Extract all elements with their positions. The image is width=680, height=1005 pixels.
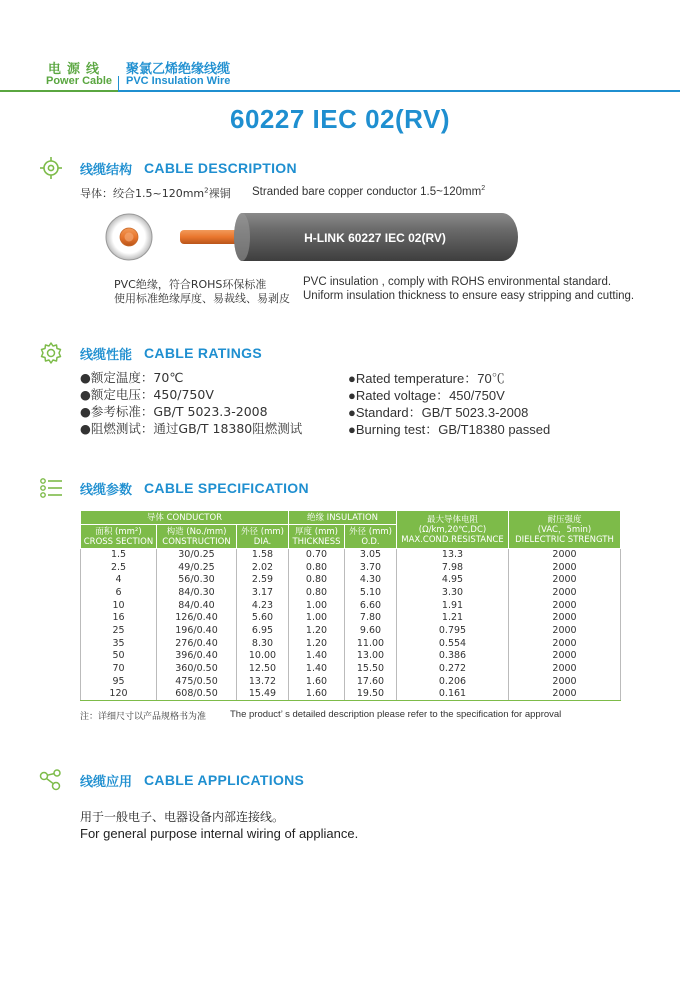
rating-en-burning: ●Burning test：GB/T18380 passed	[348, 422, 551, 437]
page-title: 60227 IEC 02(RV)	[230, 104, 450, 134]
table-row	[81, 599, 621, 612]
header-group-insulation: 绝缘 INSULATION	[289, 511, 397, 525]
cell-od: 3.70	[345, 561, 397, 574]
cell-thickness: 0.80	[289, 587, 345, 600]
header-construction: 构造 (No./mm) CONSTRUCTION	[157, 525, 237, 549]
cell-od: 9.60	[345, 625, 397, 638]
ratings-heading-en: CABLE RATINGS	[144, 345, 262, 361]
cell-resistance: 0.554	[397, 637, 509, 650]
insulation-label-en-1: PVC insulation , comply with ROHS environmental standard.	[303, 276, 612, 288]
cell-resistance: 4.95	[397, 574, 509, 587]
cell-area: 1.5	[81, 549, 157, 562]
cell-dielectric: 2000	[509, 612, 621, 625]
cell-area: 35	[81, 637, 157, 650]
header-od: 外径 (mm) O.D.	[345, 525, 397, 549]
cell-thickness: 1.20	[289, 637, 345, 650]
specification-heading-cn: 线缆参数	[80, 482, 133, 498]
table-row	[81, 625, 621, 638]
cell-area: 6	[81, 587, 157, 600]
cell-od: 5.10	[345, 587, 397, 600]
cell-od: 3.05	[345, 549, 397, 562]
cell-dielectric: 2000	[509, 574, 621, 587]
share-icon	[38, 768, 64, 792]
rating-cn-standard: ●参考标准：GB/T 5023.3-2008	[80, 404, 268, 419]
table-row	[81, 587, 621, 600]
cell-thickness: 1.00	[289, 599, 345, 612]
cell-construction: 84/0.30	[157, 587, 237, 600]
description-heading-cn: 线缆结构	[80, 162, 133, 178]
cell-dia: 8.30	[237, 637, 289, 650]
cell-od: 7.80	[345, 612, 397, 625]
cell-construction: 475/0.50	[157, 675, 237, 688]
section-heading-applications	[38, 768, 304, 792]
cell-dia: 13.72	[237, 675, 289, 688]
cell-construction: 608/0.50	[157, 688, 237, 701]
cell-dielectric: 2000	[509, 637, 621, 650]
cell-area: 95	[81, 675, 157, 688]
table-row	[81, 574, 621, 587]
cell-area: 16	[81, 612, 157, 625]
header-group-conductor: 导体 CONDUCTOR	[81, 511, 289, 525]
table-row	[81, 688, 621, 701]
header-thickness: 厚度 (mm) THICKNESS	[289, 525, 345, 549]
cell-area: 2.5	[81, 561, 157, 574]
cell-construction: 196/0.40	[157, 625, 237, 638]
specification-heading-en: CABLE SPECIFICATION	[144, 480, 309, 496]
cell-dia: 12.50	[237, 663, 289, 676]
header-category-cn: 电源线	[48, 62, 106, 77]
description-heading-en: CABLE DESCRIPTION	[144, 160, 297, 176]
table-row	[81, 549, 621, 562]
cell-dielectric: 2000	[509, 599, 621, 612]
cell-construction: 360/0.50	[157, 663, 237, 676]
cell-area: 120	[81, 688, 157, 701]
header-product-cn: 聚氯乙烯绝缘线缆	[126, 62, 231, 77]
cell-resistance: 0.161	[397, 688, 509, 701]
cell-construction: 49/0.25	[157, 561, 237, 574]
insulation-label-en-2: Uniform insulation thickness to ensure easy stripping and cutting.	[303, 290, 635, 302]
cell-resistance: 0.272	[397, 663, 509, 676]
cell-dia: 5.60	[237, 612, 289, 625]
cell-od: 11.00	[345, 637, 397, 650]
cell-area: 50	[81, 650, 157, 663]
rating-en-temperature: ●Rated temperature：70℃	[348, 371, 505, 386]
applications-heading-en: CABLE APPLICATIONS	[144, 772, 305, 788]
rating-en-standard: ●Standard：GB/T 5023.3-2008	[348, 405, 529, 420]
cell-dia: 3.17	[237, 587, 289, 600]
cell-thickness: 1.60	[289, 688, 345, 701]
target-icon	[38, 156, 64, 180]
cell-construction: 30/0.25	[157, 549, 237, 562]
table-row	[81, 663, 621, 676]
cell-resistance: 1.91	[397, 599, 509, 612]
header-divider-blue	[118, 90, 680, 92]
cell-resistance: 0.206	[397, 675, 509, 688]
ratings-heading-cn: 线缆性能	[80, 347, 133, 363]
cell-construction: 396/0.40	[157, 650, 237, 663]
header-divider-green	[0, 90, 118, 92]
section-heading-ratings	[38, 341, 262, 365]
cell-dielectric: 2000	[509, 675, 621, 688]
cell-dia: 6.95	[237, 625, 289, 638]
header-area: 面积 (mm²) CROSS SECTION	[81, 525, 157, 549]
cell-thickness: 0.80	[289, 561, 345, 574]
cell-dia: 2.02	[237, 561, 289, 574]
cell-resistance: 3.30	[397, 587, 509, 600]
cable-print-text: H-LINK 60227 IEC 02(RV)	[304, 231, 446, 245]
cell-area: 25	[81, 625, 157, 638]
section-heading-description	[38, 156, 297, 180]
cell-resistance: 0.386	[397, 650, 509, 663]
gear-icon	[38, 341, 64, 365]
conductor-label-en: Stranded bare copper conductor $1.5\sim 120mm^2$	[252, 185, 486, 198]
cell-od: 13.00	[345, 650, 397, 663]
cell-construction: 126/0.40	[157, 612, 237, 625]
insulation-label-cn-1: PVC绝缘，符合ROHS环保标准	[114, 278, 267, 291]
header-separator	[118, 76, 119, 91]
header-category-en: Power Cable	[46, 75, 113, 87]
rating-cn-burning: ●阻燃测试：通过GB/T 18380阻燃测试	[80, 421, 303, 436]
cell-dia: 15.49	[237, 688, 289, 701]
cell-dielectric: 2000	[509, 587, 621, 600]
cable-illustration	[100, 210, 520, 266]
cell-dielectric: 2000	[509, 663, 621, 676]
cell-thickness: 0.70	[289, 549, 345, 562]
cell-od: 17.60	[345, 675, 397, 688]
cell-dielectric: 2000	[509, 561, 621, 574]
cell-od: 4.30	[345, 574, 397, 587]
rating-cn-voltage: ●额定电压：450/750V	[80, 387, 214, 402]
cell-dielectric: 2000	[509, 549, 621, 562]
header-resistance: 最大导体电阻 (Ω/km,20℃,DC) MAX.COND.RESISTANCE	[397, 511, 509, 549]
cell-dia: 1.58	[237, 549, 289, 562]
applications-text-cn: 用于一般电子、电器设备内部连接线。	[80, 810, 285, 824]
table-row	[81, 675, 621, 688]
cell-construction: 56/0.30	[157, 574, 237, 587]
cell-thickness: 1.00	[289, 612, 345, 625]
cell-area: 10	[81, 599, 157, 612]
header-dia: 外径 (mm) DIA.	[237, 525, 289, 549]
cell-od: 6.60	[345, 599, 397, 612]
cell-od: 15.50	[345, 663, 397, 676]
header-product-en: PVC Insulation Wire	[126, 75, 231, 87]
rating-cn-temperature: ●额定温度：70℃	[80, 370, 184, 385]
rating-en-voltage: ●Rated voltage：450/750V	[348, 388, 505, 403]
cell-dielectric: 2000	[509, 650, 621, 663]
header-dielectric: 耐压强度 (VAC，5min) DIELECTRIC STRENGTH	[509, 511, 621, 549]
cell-thickness: 0.80	[289, 574, 345, 587]
list-icon	[38, 476, 64, 500]
cell-dia: 4.23	[237, 599, 289, 612]
note-cn: 注：详细尺寸以产品规格书为准	[80, 712, 207, 722]
cell-resistance: 1.21	[397, 612, 509, 625]
cell-resistance: 13.3	[397, 549, 509, 562]
table-row	[81, 650, 621, 663]
cell-dia: 2.59	[237, 574, 289, 587]
cell-thickness: 1.60	[289, 675, 345, 688]
cell-construction: 84/0.40	[157, 599, 237, 612]
cell-area: 70	[81, 663, 157, 676]
specification-table	[80, 510, 621, 701]
cell-dielectric: 2000	[509, 688, 621, 701]
cell-thickness: 1.40	[289, 650, 345, 663]
table-row	[81, 612, 621, 625]
table-row	[81, 637, 621, 650]
cell-thickness: 1.40	[289, 663, 345, 676]
table-row	[81, 561, 621, 574]
cell-construction: 276/0.40	[157, 637, 237, 650]
section-heading-specification	[38, 476, 309, 500]
cell-resistance: 0.795	[397, 625, 509, 638]
applications-heading-cn: 线缆应用	[80, 774, 133, 790]
cell-dia: 10.00	[237, 650, 289, 663]
cell-resistance: 7.98	[397, 561, 509, 574]
cell-od: 19.50	[345, 688, 397, 701]
conductor-label-cn: 导体：绞合$1.5\sim 120mm^2$裸铜	[80, 186, 231, 200]
cell-thickness: 1.20	[289, 625, 345, 638]
insulation-label-cn-2: 使用标准绝缘厚度、易裁线、易剥皮	[114, 292, 290, 305]
note-en: The product’ s detailed description please refer to the specification for approval	[230, 709, 562, 720]
cell-area: 4	[81, 574, 157, 587]
applications-text-en: For general purpose internal wiring of appliance.	[80, 826, 359, 841]
cell-dielectric: 2000	[509, 625, 621, 638]
